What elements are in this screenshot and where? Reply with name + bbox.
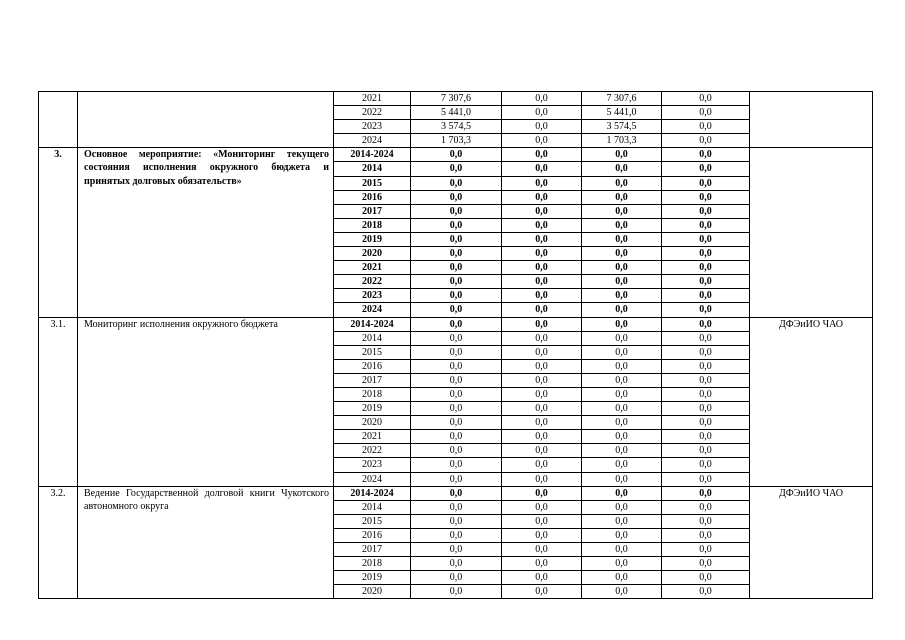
value-cell: 0,0	[502, 134, 582, 148]
value-cell: 0,0	[662, 444, 750, 458]
value-cell: 0,0	[582, 261, 662, 275]
value-cell: 0,0	[411, 232, 502, 246]
year-cell: 2014	[334, 500, 411, 514]
table-row	[39, 317, 873, 331]
value-cell: 0,0	[411, 247, 502, 261]
value-cell: 0,0	[502, 204, 582, 218]
year-cell: 2014	[334, 331, 411, 345]
value-cell: 0,0	[411, 317, 502, 331]
value-cell: 0,0	[662, 458, 750, 472]
value-cell: 0,0	[502, 261, 582, 275]
value-cell: 0,0	[582, 557, 662, 571]
table-row	[39, 148, 873, 162]
value-cell: 0,0	[411, 444, 502, 458]
value-cell: 0,0	[411, 331, 502, 345]
value-cell: 0,0	[411, 218, 502, 232]
executor-cell: ДФЭиИО ЧАО	[750, 486, 873, 599]
value-cell: 0,0	[411, 486, 502, 500]
measure-number	[39, 92, 78, 148]
value-cell: 0,0	[662, 472, 750, 486]
value-cell: 0,0	[502, 514, 582, 528]
year-cell: 2015	[334, 345, 411, 359]
value-cell: 0,0	[662, 247, 750, 261]
value-cell: 0,0	[411, 585, 502, 599]
year-cell: 2023	[334, 120, 411, 134]
value-cell: 0,0	[502, 416, 582, 430]
value-cell: 0,0	[582, 204, 662, 218]
value-cell: 0,0	[502, 232, 582, 246]
value-cell: 0,0	[662, 289, 750, 303]
value-cell: 0,0	[582, 345, 662, 359]
value-cell: 0,0	[502, 458, 582, 472]
value-cell: 0,0	[582, 317, 662, 331]
value-cell: 0,0	[502, 444, 582, 458]
value-cell: 0,0	[411, 162, 502, 176]
value-cell: 0,0	[582, 514, 662, 528]
executor-cell	[750, 92, 873, 148]
value-cell: 0,0	[582, 373, 662, 387]
value-cell: 0,0	[502, 543, 582, 557]
year-cell: 2014-2024	[334, 317, 411, 331]
year-cell: 2021	[334, 92, 411, 106]
value-cell: 0,0	[502, 500, 582, 514]
value-cell: 0,0	[582, 585, 662, 599]
value-cell: 0,0	[582, 247, 662, 261]
value-cell: 0,0	[502, 106, 582, 120]
value-cell: 0,0	[502, 359, 582, 373]
measure-name	[78, 92, 334, 148]
year-cell: 2024	[334, 472, 411, 486]
value-cell: 0,0	[662, 486, 750, 500]
value-cell: 0,0	[411, 359, 502, 373]
value-cell: 1 703,3	[411, 134, 502, 148]
value-cell: 0,0	[662, 106, 750, 120]
measure-number: 3.2.	[39, 486, 78, 599]
value-cell: 0,0	[582, 190, 662, 204]
value-cell: 0,0	[502, 176, 582, 190]
value-cell: 0,0	[411, 557, 502, 571]
value-cell: 0,0	[662, 148, 750, 162]
year-cell: 2024	[334, 303, 411, 317]
value-cell: 0,0	[502, 373, 582, 387]
value-cell: 0,0	[502, 430, 582, 444]
value-cell: 7 307,6	[411, 92, 502, 106]
value-cell: 0,0	[582, 430, 662, 444]
value-cell: 0,0	[502, 472, 582, 486]
value-cell: 0,0	[582, 232, 662, 246]
value-cell: 0,0	[411, 430, 502, 444]
value-cell: 0,0	[662, 387, 750, 401]
value-cell: 0,0	[582, 275, 662, 289]
value-cell: 0,0	[662, 543, 750, 557]
value-cell: 0,0	[411, 528, 502, 542]
year-cell: 2014-2024	[334, 148, 411, 162]
value-cell: 0,0	[582, 387, 662, 401]
value-cell: 0,0	[582, 218, 662, 232]
value-cell: 0,0	[662, 317, 750, 331]
value-cell: 0,0	[662, 261, 750, 275]
value-cell: 0,0	[662, 402, 750, 416]
value-cell: 0,0	[502, 345, 582, 359]
year-cell: 2019	[334, 402, 411, 416]
year-cell: 2021	[334, 261, 411, 275]
year-cell: 2015	[334, 514, 411, 528]
value-cell: 0,0	[582, 486, 662, 500]
value-cell: 0,0	[411, 176, 502, 190]
year-cell: 2016	[334, 359, 411, 373]
value-cell: 0,0	[502, 190, 582, 204]
year-cell: 2022	[334, 106, 411, 120]
measure-number: 3.	[39, 148, 78, 317]
value-cell: 0,0	[582, 571, 662, 585]
value-cell: 0,0	[411, 571, 502, 585]
year-cell: 2017	[334, 373, 411, 387]
year-cell: 2018	[334, 557, 411, 571]
year-cell: 2021	[334, 430, 411, 444]
year-cell: 2016	[334, 190, 411, 204]
value-cell: 0,0	[502, 585, 582, 599]
value-cell: 0,0	[662, 218, 750, 232]
value-cell: 0,0	[582, 359, 662, 373]
value-cell: 0,0	[662, 528, 750, 542]
year-cell: 2015	[334, 176, 411, 190]
value-cell: 0,0	[502, 557, 582, 571]
value-cell: 0,0	[662, 303, 750, 317]
value-cell: 0,0	[502, 317, 582, 331]
value-cell: 0,0	[411, 387, 502, 401]
value-cell: 0,0	[662, 190, 750, 204]
value-cell: 0,0	[502, 486, 582, 500]
value-cell: 0,0	[411, 303, 502, 317]
value-cell: 0,0	[411, 148, 502, 162]
value-cell: 0,0	[582, 472, 662, 486]
year-cell: 2024	[334, 134, 411, 148]
value-cell: 0,0	[662, 204, 750, 218]
value-cell: 0,0	[662, 416, 750, 430]
value-cell: 0,0	[662, 232, 750, 246]
value-cell: 0,0	[582, 528, 662, 542]
value-cell: 0,0	[662, 176, 750, 190]
year-cell: 2018	[334, 218, 411, 232]
value-cell: 0,0	[411, 472, 502, 486]
value-cell: 5 441,0	[582, 106, 662, 120]
year-cell: 2019	[334, 571, 411, 585]
value-cell: 0,0	[411, 402, 502, 416]
value-cell: 3 574,5	[411, 120, 502, 134]
value-cell: 0,0	[662, 162, 750, 176]
value-cell: 0,0	[411, 261, 502, 275]
value-cell: 0,0	[502, 218, 582, 232]
value-cell: 0,0	[502, 120, 582, 134]
value-cell: 0,0	[582, 331, 662, 345]
value-cell: 0,0	[662, 92, 750, 106]
year-cell: 2020	[334, 585, 411, 599]
value-cell: 0,0	[502, 289, 582, 303]
value-cell: 0,0	[582, 176, 662, 190]
value-cell: 0,0	[502, 571, 582, 585]
value-cell: 0,0	[502, 387, 582, 401]
value-cell: 0,0	[662, 500, 750, 514]
value-cell: 0,0	[411, 500, 502, 514]
value-cell: 0,0	[582, 444, 662, 458]
value-cell: 0,0	[502, 303, 582, 317]
value-cell: 0,0	[662, 585, 750, 599]
value-cell: 0,0	[582, 162, 662, 176]
value-cell: 0,0	[662, 120, 750, 134]
value-cell: 0,0	[662, 557, 750, 571]
table-body	[39, 92, 873, 599]
value-cell: 0,0	[582, 500, 662, 514]
value-cell: 0,0	[411, 275, 502, 289]
value-cell: 0,0	[502, 275, 582, 289]
year-cell: 2017	[334, 543, 411, 557]
year-cell: 2016	[334, 528, 411, 542]
value-cell: 0,0	[502, 162, 582, 176]
measure-number: 3.1.	[39, 317, 78, 486]
measure-name: Основное мероприятие: «Мониторинг текущего состояния исполнения окружного бюджета и принятых долговых обязательств»	[78, 148, 334, 317]
value-cell: 0,0	[411, 345, 502, 359]
value-cell: 0,0	[502, 331, 582, 345]
year-cell: 2023	[334, 289, 411, 303]
value-cell: 0,0	[411, 190, 502, 204]
year-cell: 2018	[334, 387, 411, 401]
year-cell: 2020	[334, 416, 411, 430]
year-cell: 2022	[334, 275, 411, 289]
year-cell: 2023	[334, 458, 411, 472]
year-cell: 2014-2024	[334, 486, 411, 500]
value-cell: 0,0	[411, 373, 502, 387]
value-cell: 0,0	[502, 247, 582, 261]
value-cell: 0,0	[582, 303, 662, 317]
value-cell: 1 703,3	[582, 134, 662, 148]
value-cell: 0,0	[582, 458, 662, 472]
value-cell: 0,0	[582, 148, 662, 162]
executor-cell	[750, 148, 873, 317]
value-cell: 0,0	[411, 416, 502, 430]
value-cell: 0,0	[502, 148, 582, 162]
value-cell: 0,0	[411, 289, 502, 303]
value-cell: 0,0	[662, 373, 750, 387]
measure-name: Ведение Государственной долговой книги Чукотского автономного округа	[78, 486, 334, 599]
value-cell: 0,0	[582, 416, 662, 430]
table-row	[39, 486, 873, 500]
value-cell: 0,0	[502, 528, 582, 542]
value-cell: 0,0	[662, 331, 750, 345]
year-cell: 2022	[334, 444, 411, 458]
value-cell: 0,0	[411, 514, 502, 528]
value-cell: 0,0	[502, 402, 582, 416]
value-cell: 0,0	[411, 458, 502, 472]
value-cell: 0,0	[662, 359, 750, 373]
budget-measures-table	[38, 91, 873, 599]
measure-name: Мониторинг исполнения окружного бюджета	[78, 317, 334, 486]
value-cell: 0,0	[582, 289, 662, 303]
value-cell: 3 574,5	[582, 120, 662, 134]
executor-cell: ДФЭиИО ЧАО	[750, 317, 873, 486]
table-row	[39, 92, 873, 106]
value-cell: 5 441,0	[411, 106, 502, 120]
value-cell: 7 307,6	[582, 92, 662, 106]
value-cell: 0,0	[662, 430, 750, 444]
value-cell: 0,0	[582, 402, 662, 416]
value-cell: 0,0	[662, 345, 750, 359]
value-cell: 0,0	[662, 134, 750, 148]
value-cell: 0,0	[411, 543, 502, 557]
value-cell: 0,0	[502, 92, 582, 106]
value-cell: 0,0	[582, 543, 662, 557]
year-cell: 2017	[334, 204, 411, 218]
value-cell: 0,0	[662, 571, 750, 585]
value-cell: 0,0	[662, 275, 750, 289]
year-cell: 2019	[334, 232, 411, 246]
year-cell: 2020	[334, 247, 411, 261]
year-cell: 2014	[334, 162, 411, 176]
value-cell: 0,0	[662, 514, 750, 528]
value-cell: 0,0	[411, 204, 502, 218]
